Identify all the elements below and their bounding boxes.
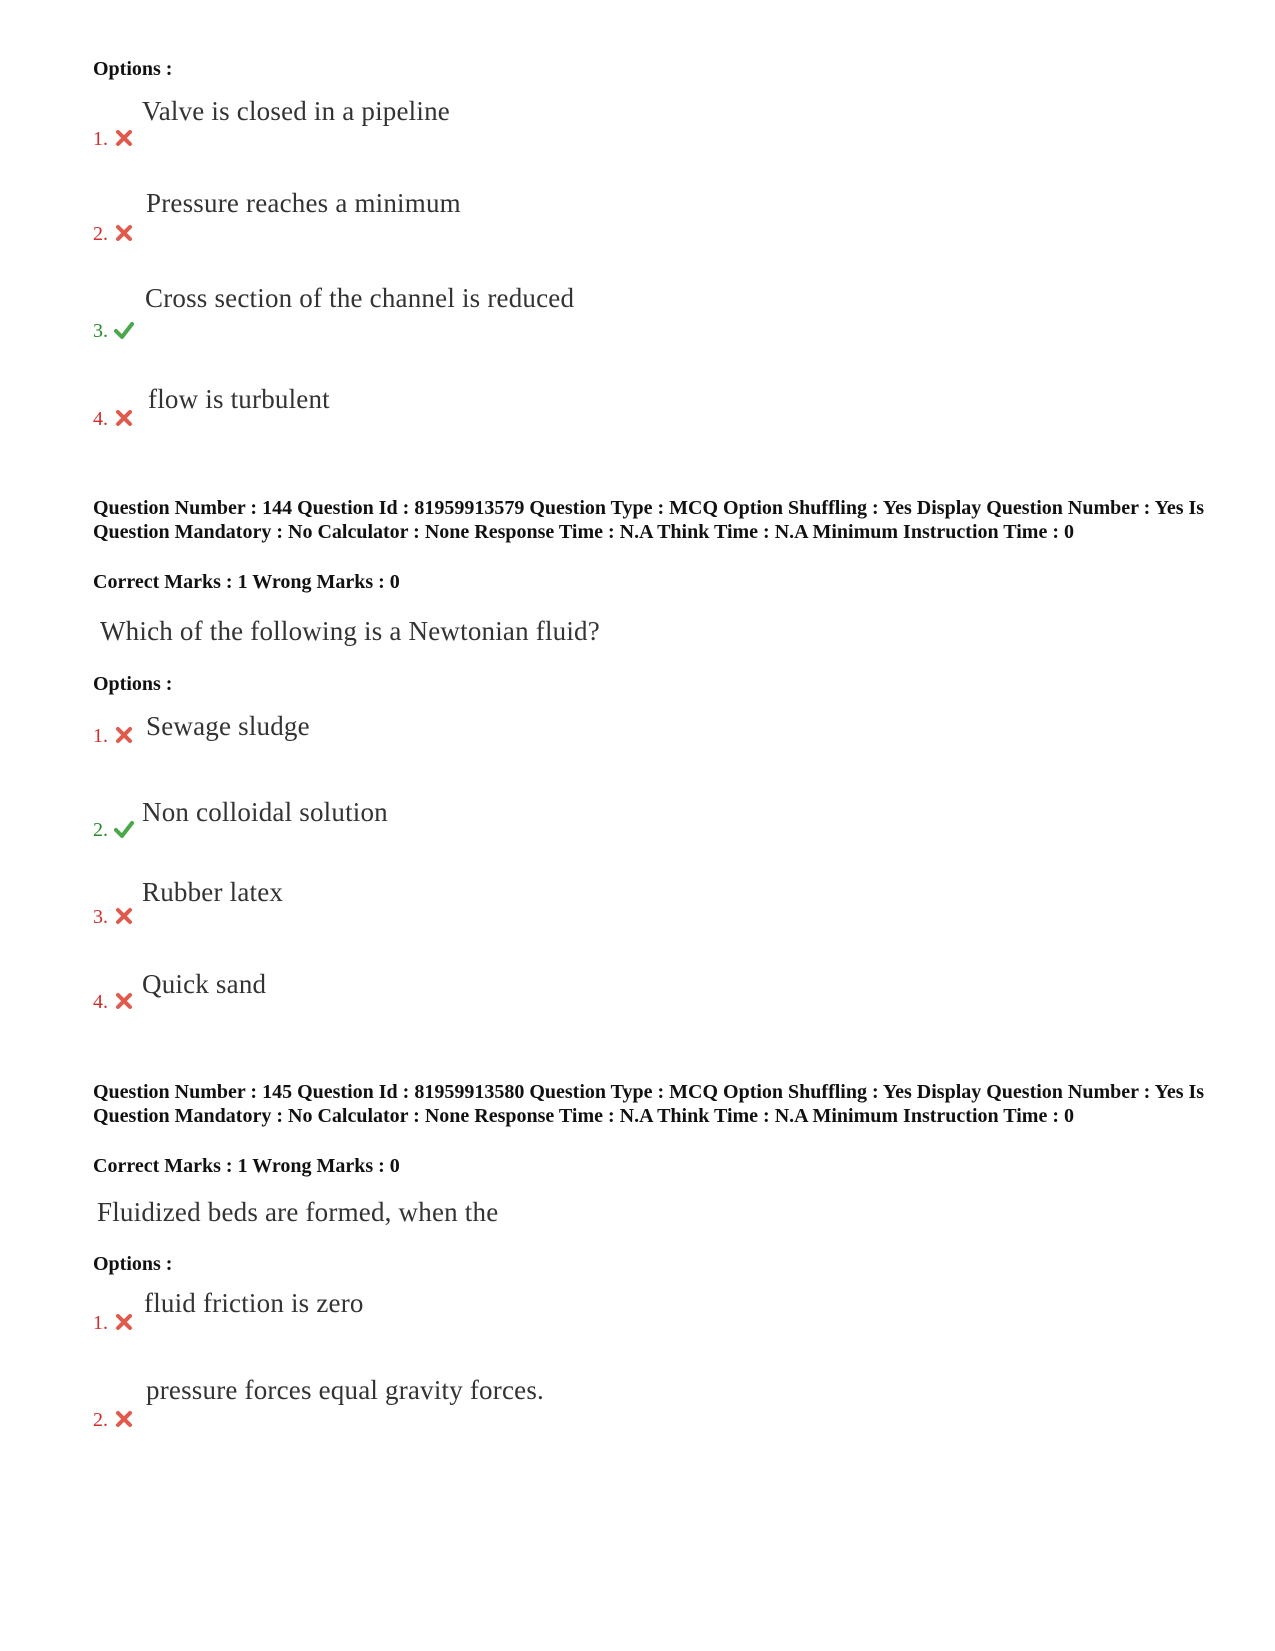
option-number-label: 1.: [93, 1312, 108, 1334]
check-icon: [114, 320, 134, 340]
option-text: fluid friction is zero: [144, 1288, 364, 1318]
option-text: Non colloidal solution: [142, 797, 388, 827]
question-marks: Correct Marks : 1 Wrong Marks : 0: [93, 571, 400, 593]
option-text: Cross section of the channel is reduced: [145, 283, 575, 313]
question-text: Which of the following is a Newtonian fluid?: [100, 616, 600, 646]
options-label: Options :: [93, 1253, 173, 1275]
cross-icon: [114, 223, 134, 243]
option-number: [93, 408, 134, 431]
options-label: Options :: [93, 673, 173, 695]
question-marks: Correct Marks : 1 Wrong Marks : 0: [93, 1155, 400, 1177]
option-number-label: 2.: [93, 819, 108, 841]
check-icon: [114, 819, 134, 839]
option-number-label: 3.: [93, 906, 108, 928]
cross-icon: [114, 1409, 134, 1429]
cross-icon: [114, 725, 134, 745]
cross-icon: [114, 128, 134, 148]
option-number: [93, 128, 134, 151]
option-text: Sewage sludge: [146, 711, 310, 741]
cross-icon: [114, 1312, 134, 1332]
option-number: [93, 223, 134, 246]
option-number-label: 1.: [93, 725, 108, 747]
option-text: Quick sand: [142, 969, 267, 999]
option-number: [93, 1409, 134, 1432]
question-text: Fluidized beds are formed, when the: [97, 1197, 499, 1227]
question-meta: Question Number : 145 Question Id : 81959913580 Question Type : MCQ Option Shuffling : Yes Display Question Number : Yes Is Question Mandatory : No Calculator : None Response Time : N.A Think Time : N.A Minimum Instruction Time : 0: [93, 1081, 1205, 1127]
option-text: pressure forces equal gravity forces.: [146, 1375, 544, 1405]
options-label: Options :: [93, 58, 173, 80]
cross-icon: [114, 408, 134, 428]
option-number: [93, 1312, 134, 1335]
option-number-label: 2.: [93, 223, 108, 245]
option-number-label: 4.: [93, 991, 108, 1013]
option-text: flow is turbulent: [148, 384, 330, 414]
option-text: Rubber latex: [142, 877, 284, 907]
option-number: [93, 991, 134, 1014]
option-number: [93, 819, 134, 842]
question-meta: Question Number : 144 Question Id : 81959913579 Question Type : MCQ Option Shuffling : Yes Display Question Number : Yes Is Question Mandatory : No Calculator : None Response Time : N.A Think Time : N.A Minimum Instruction Time : 0: [93, 497, 1205, 543]
option-text: Pressure reaches a minimum: [146, 188, 461, 218]
option-number-label: 1.: [93, 128, 108, 150]
option-number-label: 3.: [93, 320, 108, 342]
option-number: [93, 320, 134, 343]
option-number-label: 4.: [93, 408, 108, 430]
cross-icon: [114, 991, 134, 1011]
cross-icon: [114, 906, 134, 926]
option-text: Valve is closed in a pipeline: [142, 96, 450, 126]
option-number: [93, 906, 134, 929]
option-number: [93, 725, 134, 748]
option-number-label: 2.: [93, 1409, 108, 1431]
